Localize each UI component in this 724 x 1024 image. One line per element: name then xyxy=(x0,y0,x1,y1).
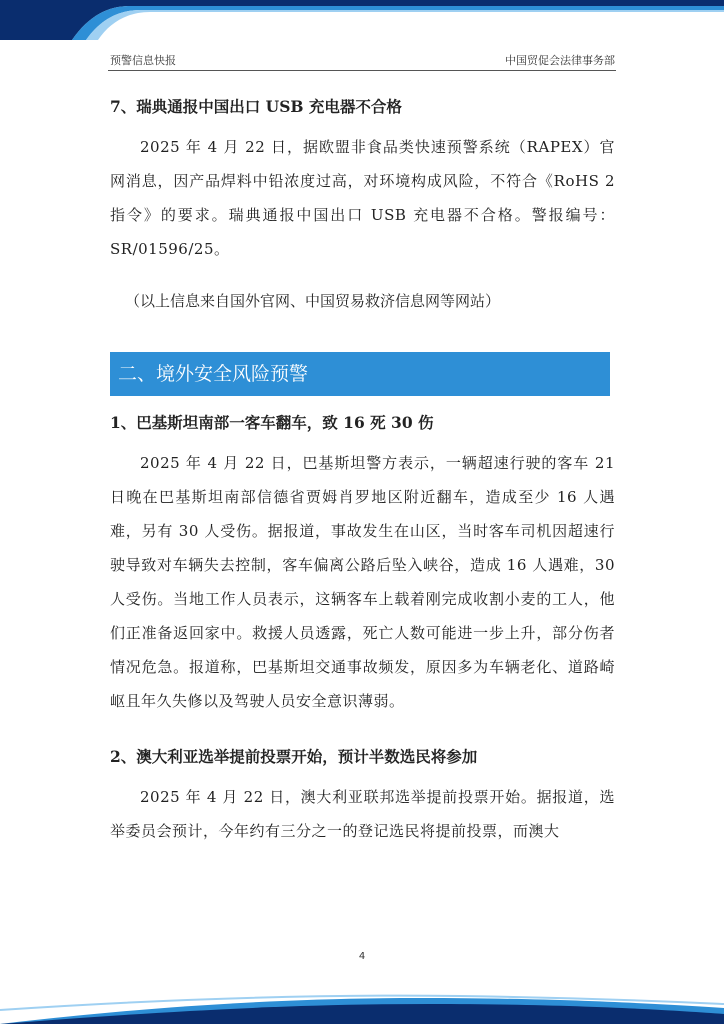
section-heading xyxy=(110,352,610,396)
section-item-1-title: 1、巴基斯坦南部一客车翻车，致 16 死 30 伤 xyxy=(110,413,434,432)
running-header xyxy=(110,52,615,70)
header-organization: 中国贸促会法律事务部 xyxy=(505,54,615,67)
section-item-2-title: 2、澳大利亚选举提前投票开始，预计半数选民将参加 xyxy=(110,747,478,766)
header-title: 预警信息快报 xyxy=(110,54,176,67)
section-item-1-body: 2025 年 4 月 22 日，巴基斯坦警方表示，一辆超速行驶的客车 21 日晚在巴基斯坦南部信德省贾姆肖罗地区附近翻车，造成至少 16 人遇难，另有 30 人受伤。据报道，事故发生在山区，当时客车司机因超速行驶导致对车辆失去控制，客车偏离公路后坠入峡谷，造成 16 人遇难，30 人受伤。当地工作人员表示，这辆客车上载着刚完成收割小麦的工人，他们正准备返回家中。救援人员透露，死亡人数可能进一步上升，部分伤者情况危急。报道称，巴基斯坦交通事故频发，原因多为车辆老化、道路崎岖且年久失修以及驾驶人员安全意识薄弱。 xyxy=(110,454,615,710)
section-title: 二、境外安全风险预警 xyxy=(118,363,309,385)
header-decoration xyxy=(0,0,724,40)
header-rule xyxy=(108,70,616,71)
page-number: 4 xyxy=(358,951,366,962)
item-7-body: 2025 年 4 月 22 日，据欧盟非食品类快速预警系统（RAPEX）官网消息，因产品焊料中铅浓度过高，对环境构成风险，不符合《RoHS 2 指令》的要求。瑞典通报中国出口 USB 充电器不合格。警报编号：SR/01596/25。 xyxy=(110,138,615,258)
footer-decoration xyxy=(0,990,724,1024)
item-7-title: 7、瑞典通报中国出口 USB 充电器不合格 xyxy=(110,97,402,116)
page-content xyxy=(110,94,615,848)
section-item-2-body: 2025 年 4 月 22 日，澳大利亚联邦选举提前投票开始。据报道，选举委员会预计，今年约有三分之一的登记选民将提前投票，而澳大 xyxy=(110,788,615,840)
source-note: （以上信息来自国外官网、中国贸易救济信息网等网站） xyxy=(125,292,501,310)
